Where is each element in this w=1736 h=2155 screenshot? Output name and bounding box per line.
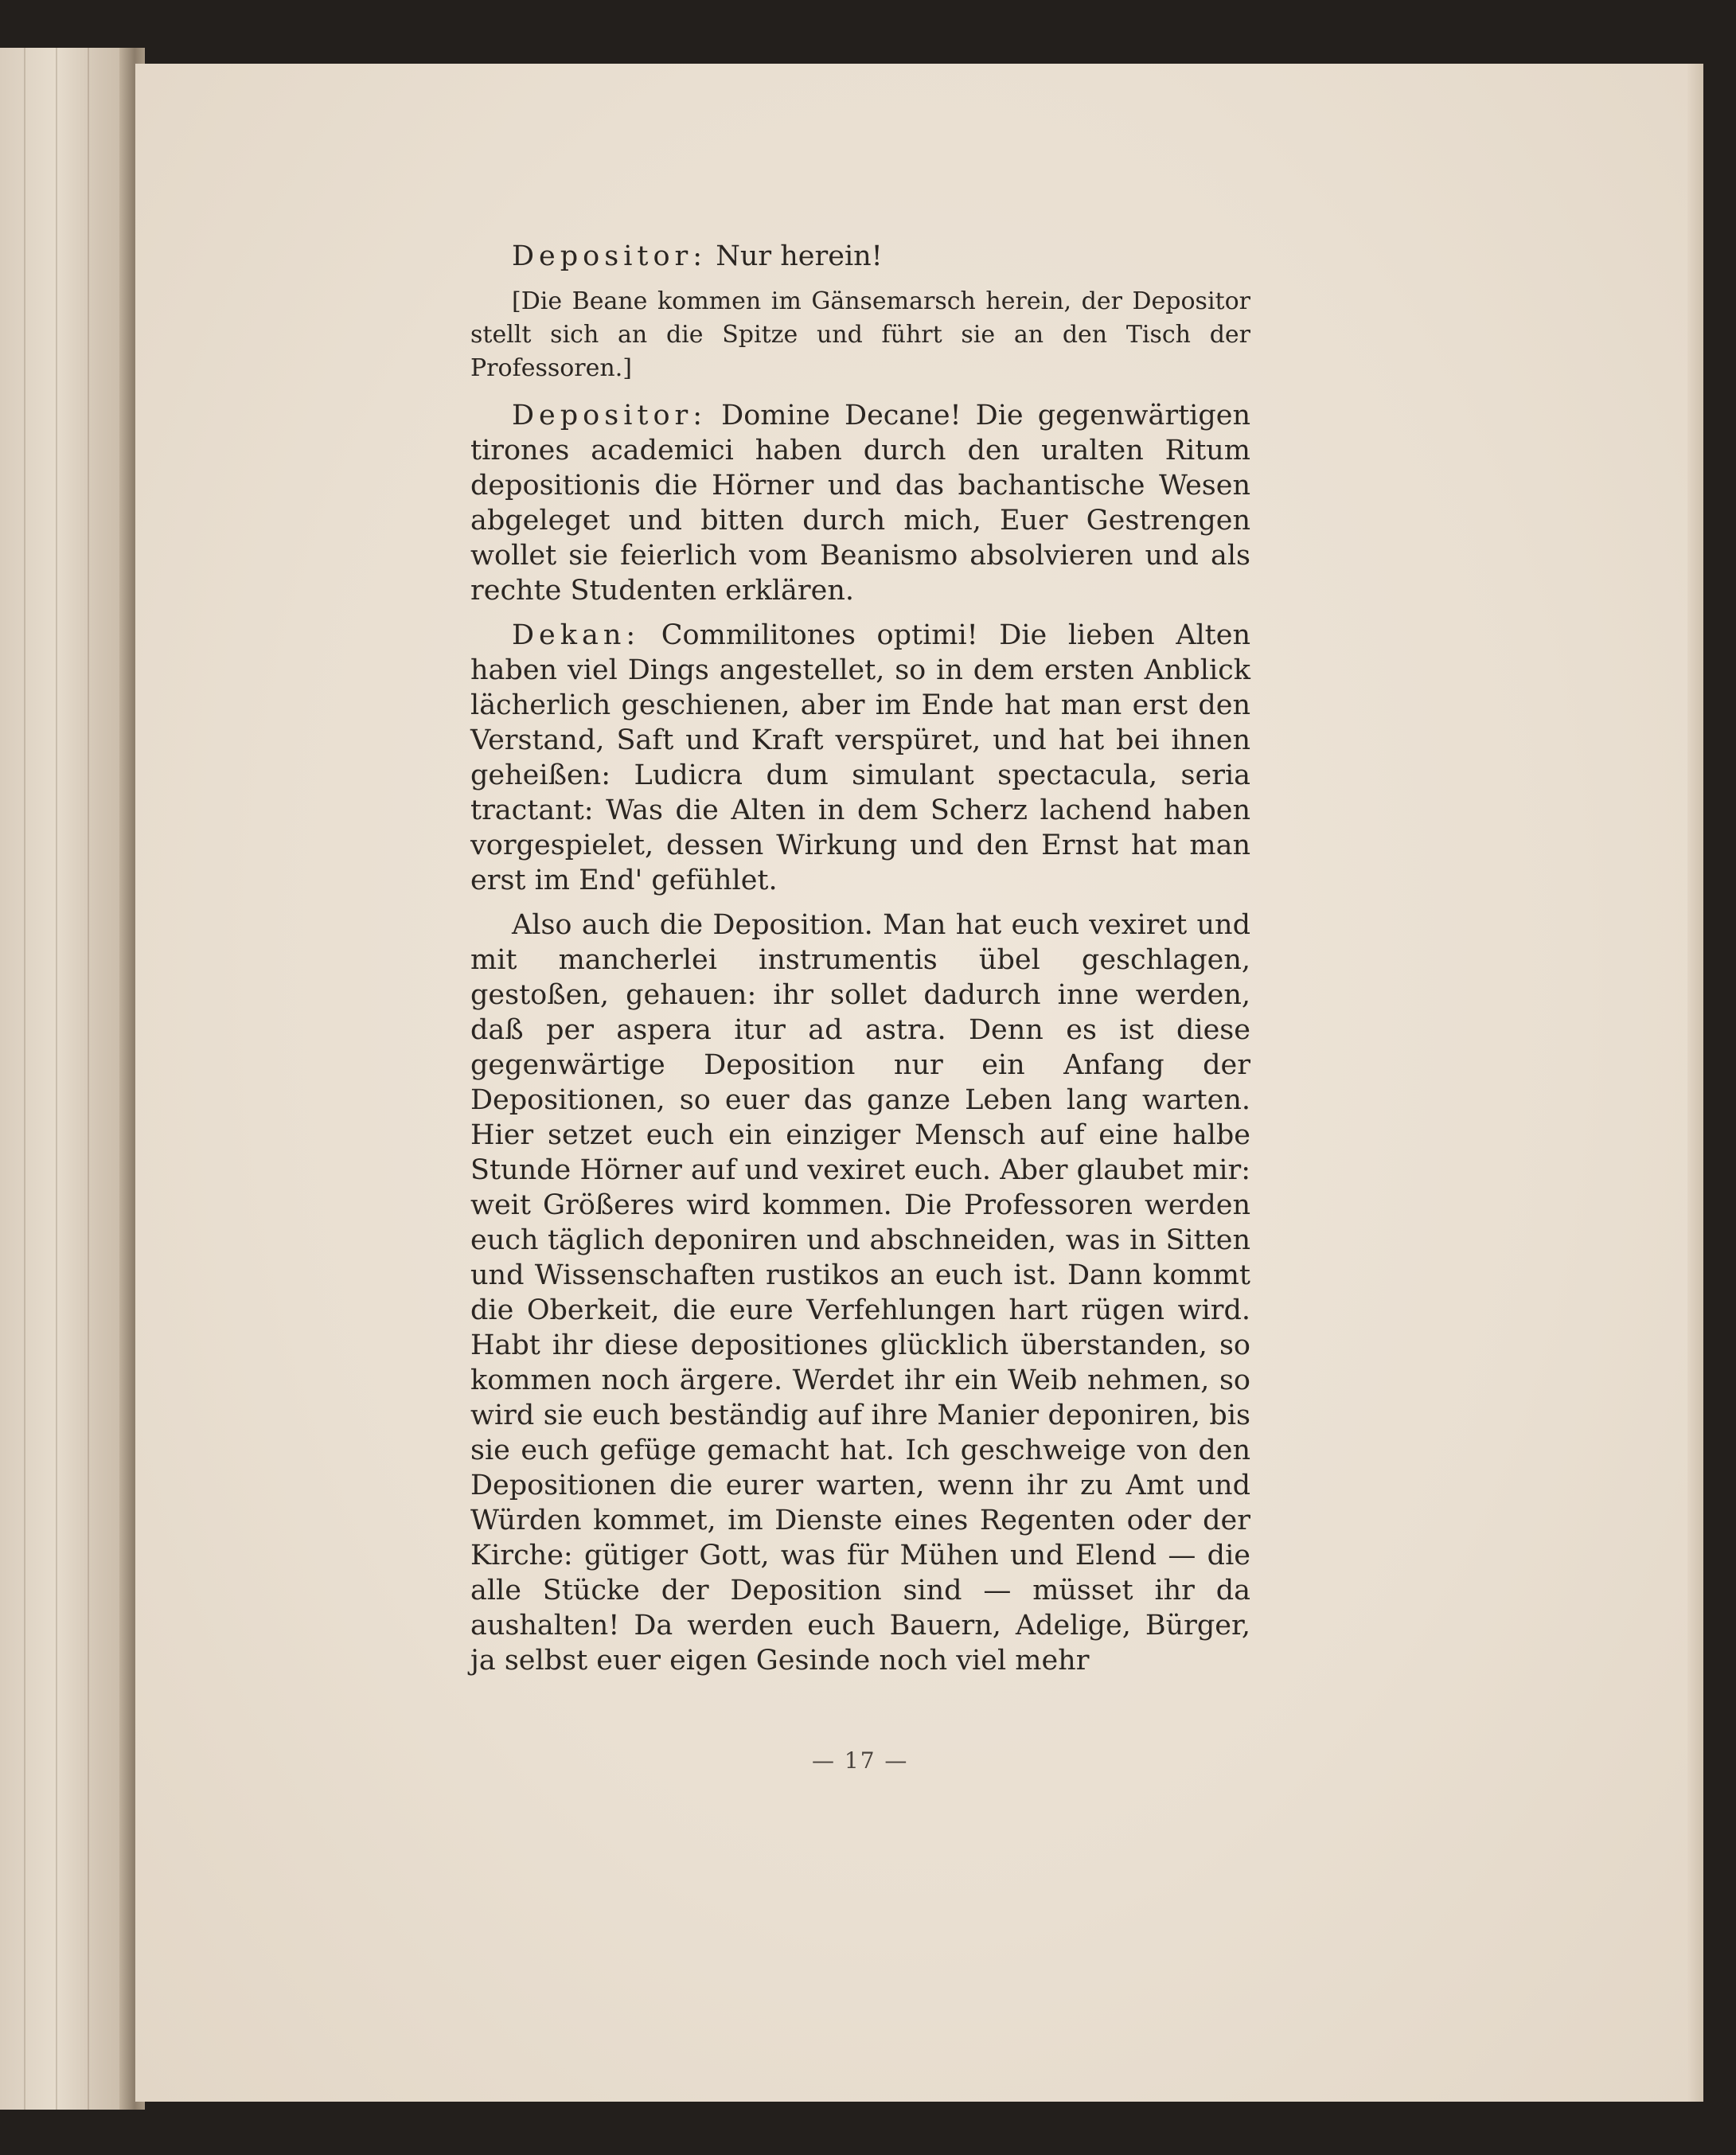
page-edge-shadow [1687,64,1703,2102]
page-stack-edge [0,48,139,2110]
page-text-block [470,239,1250,1678]
stage-direction: [Die Beane kommen im Gänsemarsch herein, der Depositor stellt sich an die Spitze und führt sie an den Tisch der Professoren.] [470,287,1250,382]
speaker-dekan: Dekan: [512,619,641,651]
opening-line [470,239,1250,274]
continuation-paragraph: Also auch die Deposition. Man hat euch vexiret und mit mancherlei instrumentis übel geschlagen, gestoßen, gehauen: ihr sollet dadurch inne werden, daß per aspera itur ad astra. Denn es ist diese gegenwärtige Deposition nur ein Anfang der Depositionen, so euer das ganze Leben lang warten. Hier setzet euch ein einziger Mensch auf eine halbe Stunde Hörner auf und vexiret euch. Aber glaubet mir: weit Größeres wird kommen. Die Professoren werden euch täglich deponiren und abschneiden, was in Sitten und Wissenschaften rustikos an euch ist. Dann kommt die Oberkeit, die eure Verfehlungen hart rügen wird. Habt ihr diese depositiones glücklich überstanden, so kommen noch ärgere. Werdet ihr ein Weib nehmen, so wird sie euch beständig auf ihre Manier deponiren, bis sie euch gefüge gemacht hat. Ich geschweige von den Depositionen die eurer warten, wenn ihr zu Amt und Würden kommet, im Dienste eines Regenten oder der Kirche: gütiger Gott, was für Mühen und Elend — die alle Stücke der Deposition sind — müsset ihr da aushalten! Da werden euch Bauern, Adelige, Bürger, ja selbst euer eigen Gesinde noch viel mehr [470,909,1250,1677]
page-number: — 17 — [812,1747,909,1774]
dekan-speech: Commilitones optimi! Die lieben Alten haben viel Dings angestellet, so in dem ersten Anblick lächerlich geschienen, aber im Ende hat man erst den Verstand, Saft und Kraft verspüret, und hat bei ihnen geheißen: Ludicra dum simulant spectacula, seria tractant: Was die Alten in dem Scherz lachend haben vorgespielet, dessen Wirkung und den Ernst hat man erst im End' gefühlet. [470,619,1250,896]
speaker-depositor: Depositor: [512,400,708,431]
dekan-paragraph [470,618,1250,898]
depositor-paragraph [470,398,1250,608]
depositor-speech: Domine Decane! Die gegenwärtigen tirones academici haben durch den uralten Ritum depositionis die Hörner und das bachantische Wesen abgeleget und bitten durch mich, Euer Gestrengen wollet sie feierlich vom Beanismo absolvieren und als rechte Studenten erklären. [470,400,1250,607]
speaker-depositor-opening: Depositor: [512,240,708,272]
opening-speech: Nur herein! [716,240,883,272]
